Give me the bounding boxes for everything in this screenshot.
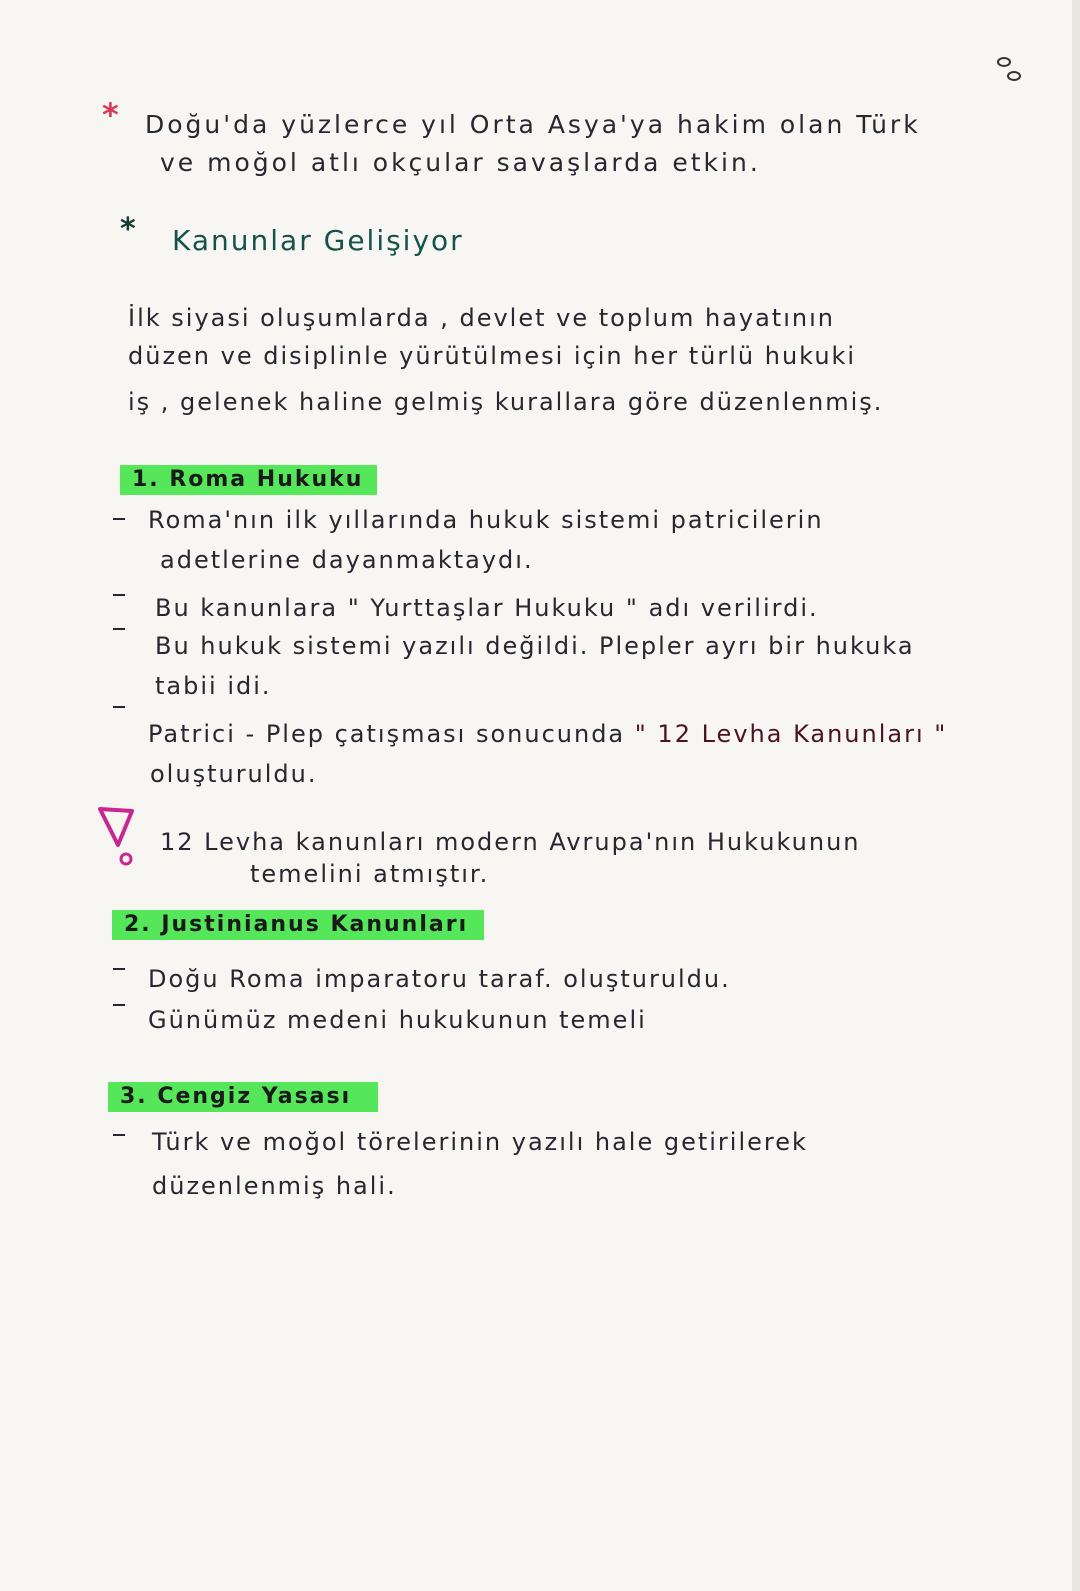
note-line-2: temelini atmıştır. (250, 860, 490, 888)
levha-kanunlari-quote: " 12 Levha Kanunları " (634, 720, 948, 748)
paragraph-line-3: iş , gelenek haline gelmiş kurallara göre düzenlenmiş. (128, 388, 884, 416)
asterisk-icon: * (102, 96, 119, 134)
paragraph-line-2: düzen ve disiplinle yürütülmesi için her türlü hukuki (128, 342, 857, 370)
roma-bullet-3a: Bu hukuk sistemi yazılı değildi. Plepler ayrı bir hukuka (155, 632, 915, 660)
roma-bullet-4a (148, 720, 947, 748)
asterisk-icon: * (120, 212, 136, 247)
intro-line-1: Doğu'da yüzlerce yıl Orta Asya'ya hakim olan Türk (145, 110, 921, 139)
bullet-dash (113, 1134, 125, 1136)
yurttaslar-hukuku-quote: " Yurttaşlar Hukuku " (347, 594, 639, 622)
roma-bullet-1a: Roma'nın ilk yıllarında hukuk sistemi patricilerin (148, 506, 824, 534)
bullet-dash (113, 1004, 125, 1006)
roma-bullet-2 (155, 594, 819, 622)
intro-line-2: ve moğol atlı okçular savaşlarda etkin. (160, 148, 761, 177)
bullet-dash (113, 594, 125, 596)
roma-bullet-3b: tabii idi. (155, 672, 272, 700)
paragraph-line-1: İlk siyasi oluşumlarda , devlet ve toplum hayatının (128, 304, 835, 332)
roma-bullet-1b: adetlerine dayanmaktaydı. (160, 546, 534, 574)
note-line-1: 12 Levha kanunları modern Avrupa'nın Hukukunun (160, 828, 861, 856)
warning-icon (96, 805, 136, 869)
roma-bullet-4b: oluşturuldu. (150, 760, 318, 788)
cengiz-bullet-1b: düzenlenmiş hali. (152, 1172, 397, 1200)
bullet-dash (113, 628, 125, 630)
section-title: Kanunlar Gelişiyor (172, 224, 464, 257)
doodle-mark (990, 52, 1030, 88)
bullet-dash (113, 968, 125, 970)
page-edge (1072, 0, 1080, 1591)
roma-bullet-2-text: Bu kanunlara (155, 594, 348, 622)
roma-bullet-4a-text: Patrici - Plep çatışması sonucunda (148, 720, 635, 748)
roma-bullet-2-end: adı verilirdi. (638, 594, 819, 622)
bullet-dash (113, 706, 125, 708)
roma-heading: 1. Roma Hukuku (120, 465, 377, 495)
cengiz-bullet-1a: Türk ve moğol törelerinin yazılı hale getirilerek (152, 1128, 808, 1156)
justinianus-bullet-1: Doğu Roma imparatoru taraf. oluşturuldu. (148, 965, 731, 993)
justinianus-heading: 2. Justinianus Kanunları (112, 910, 484, 940)
bullet-dash (113, 518, 125, 520)
cengiz-heading: 3. Cengiz Yasası (108, 1082, 378, 1112)
justinianus-bullet-2: Günümüz medeni hukukunun temeli (148, 1006, 647, 1034)
